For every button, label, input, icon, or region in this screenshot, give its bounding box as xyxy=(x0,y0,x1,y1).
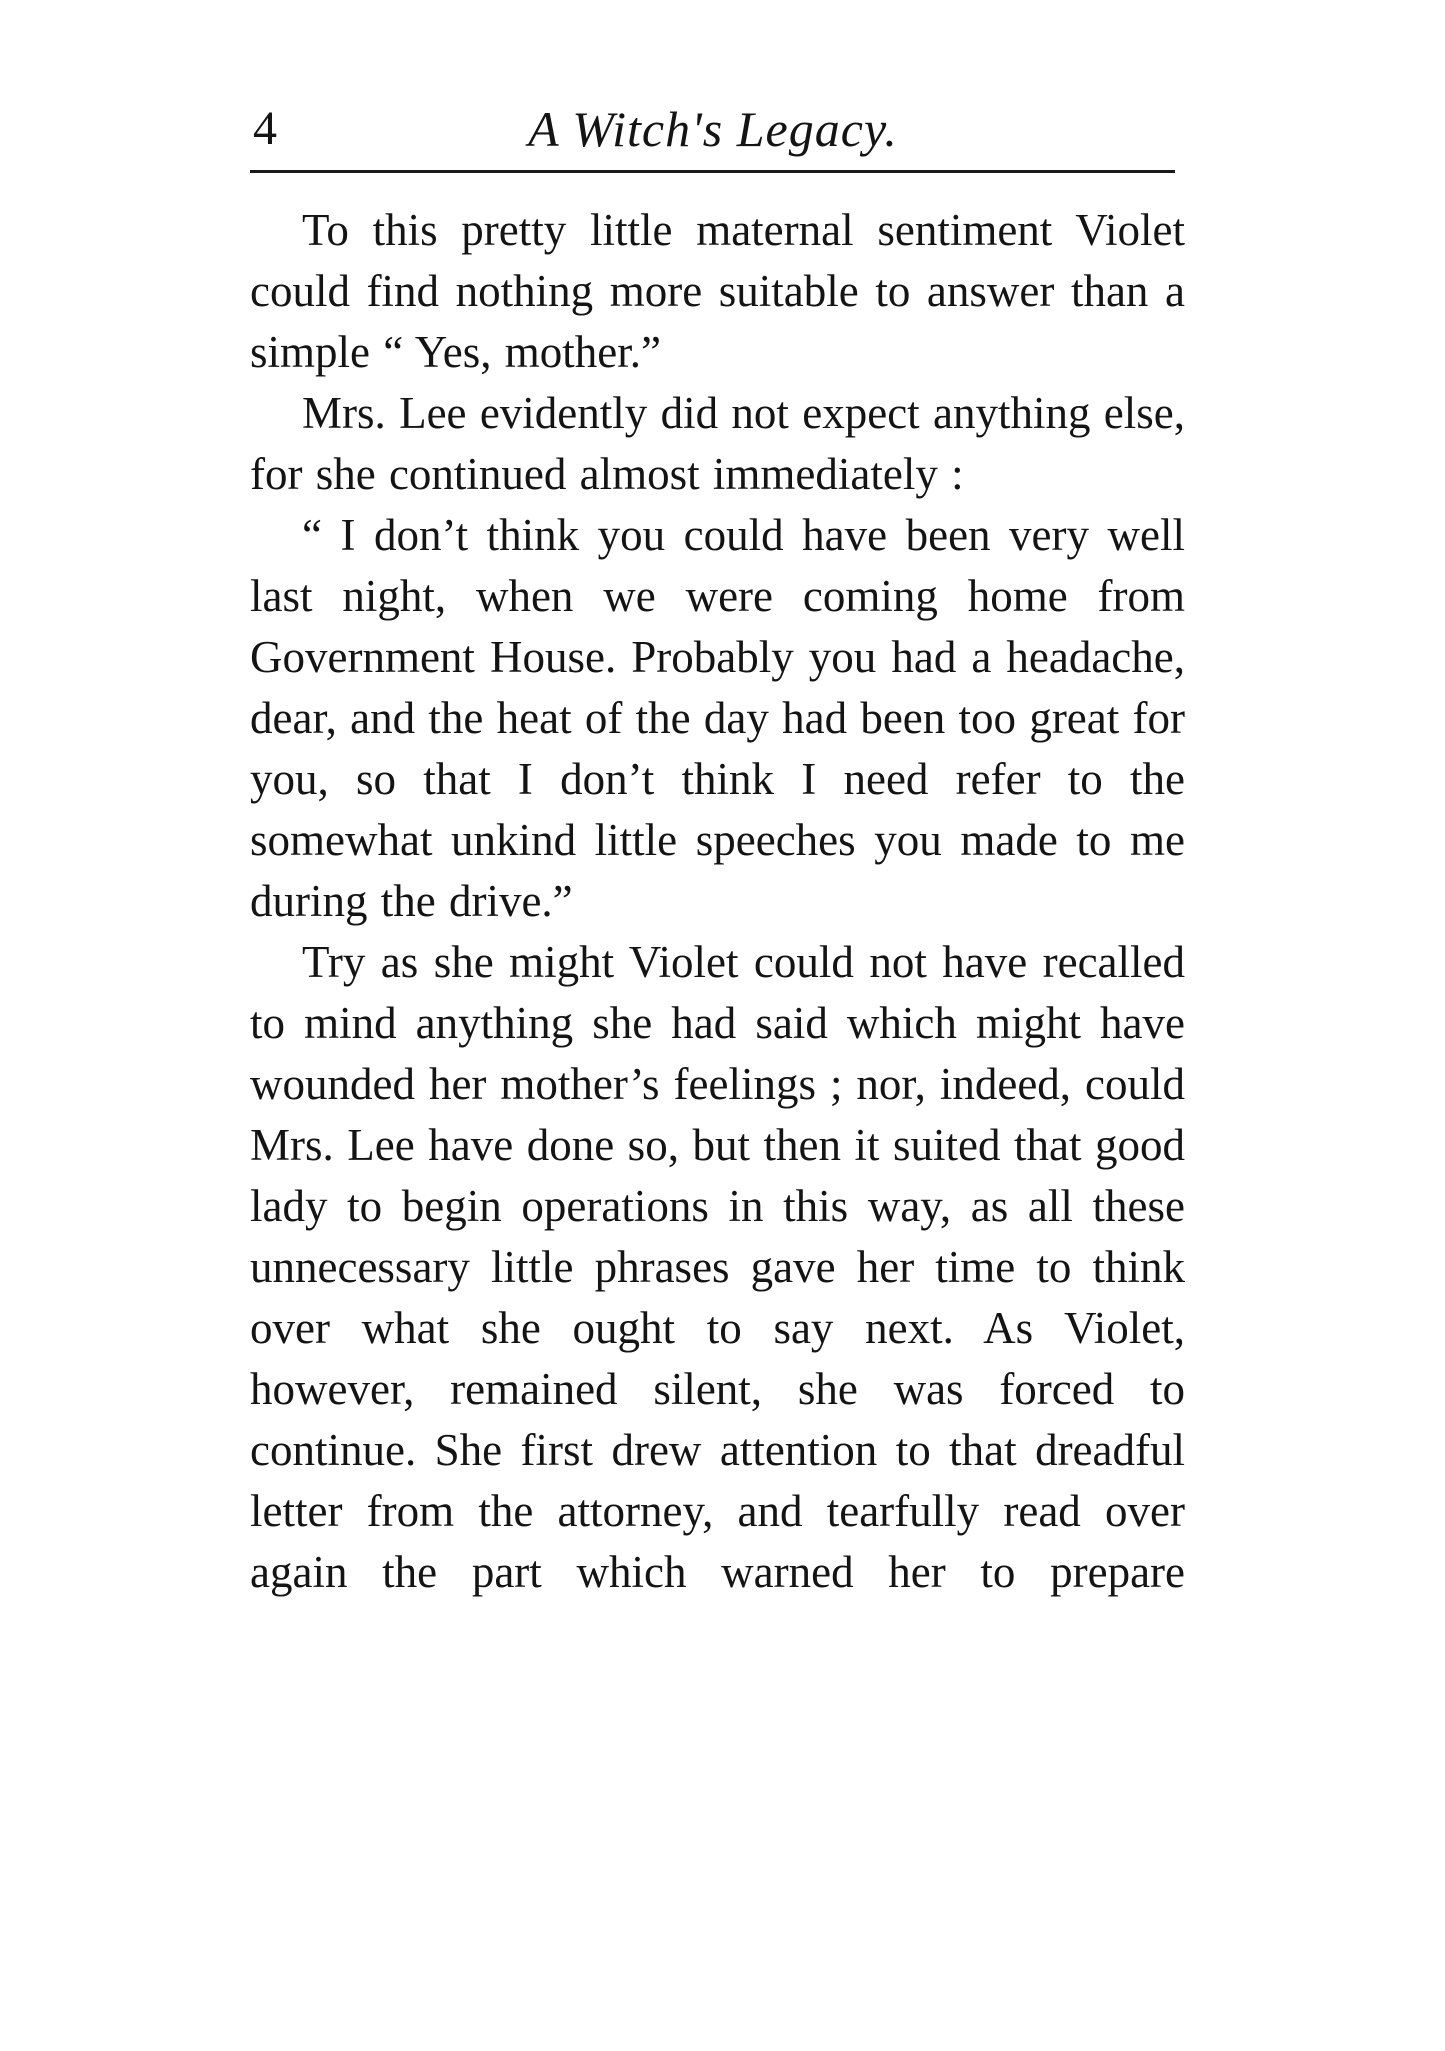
running-title: A Witch's Legacy. xyxy=(528,101,898,157)
paragraph: “ I don’t think you could have been very well last night, when we were coming home from Government House. Probably you had a headache, dear, and the heat of the day had been too great for you, so that I don’t think I need refer to the somewhat unkind little speeches you made to me during the drive.” xyxy=(250,510,1185,926)
header-rule xyxy=(250,170,1175,173)
paragraph: Try as she might Violet could not have recalled to mind anything she had said which might have wounded her mother’s feelings ; nor, indeed, could Mrs. Lee have done so, but then it suited that good lady to begin operations in this way, as all these unnecessary little phrases gave her time to think over what she ought to say next. As Violet, however, remained silent, she was forced to continue. She first drew attention to that dreadful letter from the attorney, and tearfully read over again the part which warned her to prepare xyxy=(250,937,1185,1597)
page-number: 4 xyxy=(253,102,277,155)
paragraph: To this pretty little maternal sentiment Violet could find nothing more suitable to answer than a simple “ Yes, mother.” xyxy=(250,205,1185,377)
page-header xyxy=(253,96,1173,162)
body-text xyxy=(250,200,1185,1603)
paragraph: Mrs. Lee evidently did not expect anything else, for she continued almost immediately : xyxy=(250,388,1185,499)
